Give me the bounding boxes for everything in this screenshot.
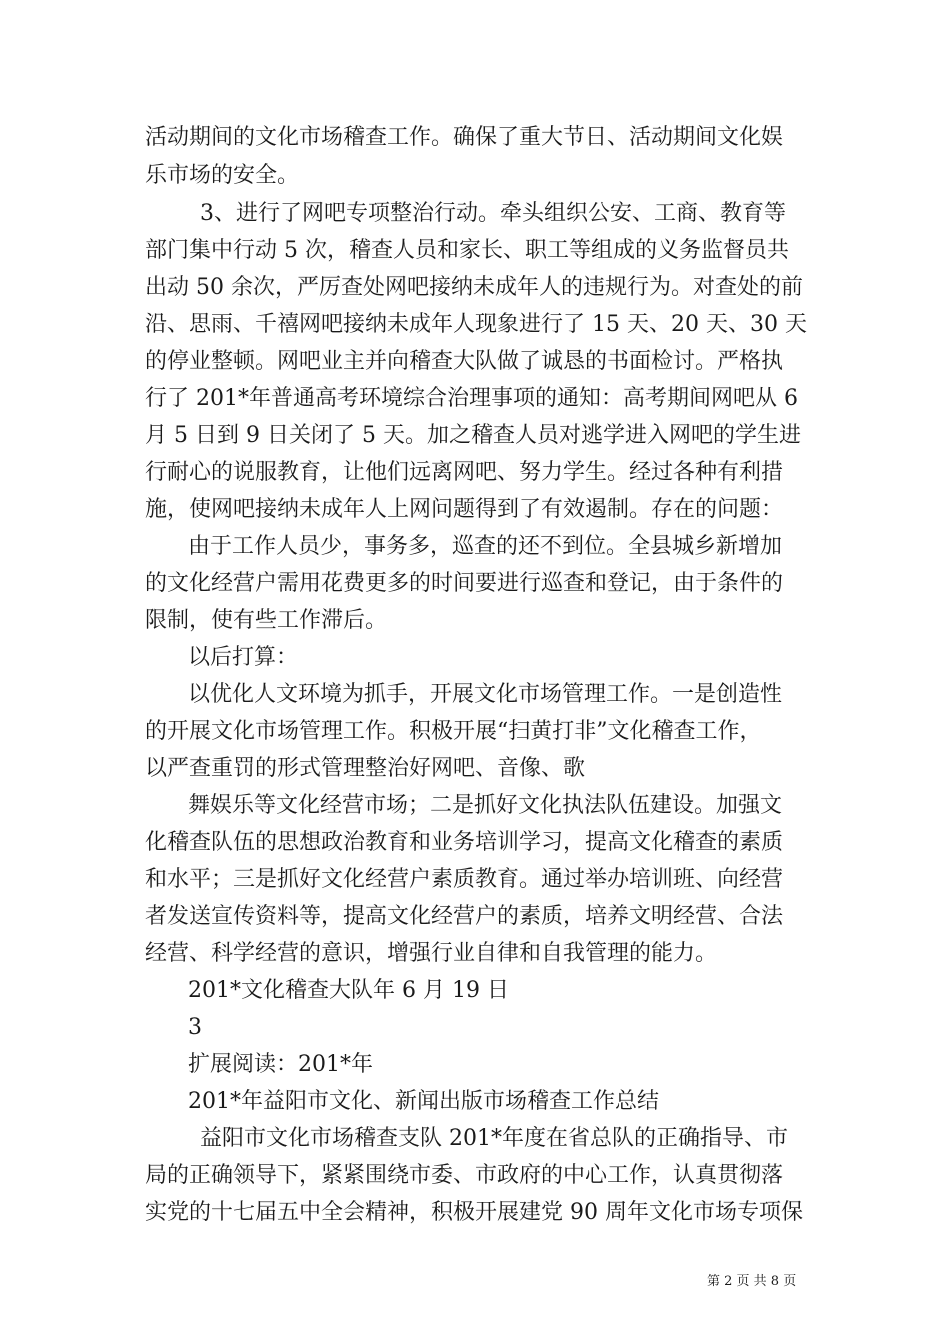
paragraph-line: 以优化人文环境为抓手，开展文化市场管理工作。一是创造性 <box>188 682 783 707</box>
paragraph-line: 的停业整顿。网吧业主并向稽查大队做了诚恳的书面检讨。严格执 <box>145 349 784 374</box>
paragraph-line: 行了 201*年普通高考环境综合治理事项的通知：高考期间网吧从 6 <box>145 386 798 411</box>
paragraph-line: 化稽查队伍的思想政治教育和业务培训学习，提高文化稽查的素质 <box>145 830 784 855</box>
paragraph-line: 者发送宣传资料等，提高文化经营户的素质，培养文明经营、合法 <box>145 904 784 929</box>
paragraph-line: 限制，使有些工作滞后。 <box>145 608 388 633</box>
paragraph-line: 的开展文化市场管理工作。积极开展“扫黄打非”文化稽查工作， <box>145 719 762 744</box>
paragraph-line: 部门集中行动 5 次，稽查人员和家长、职工等组成的义务监督员共 <box>145 238 789 263</box>
paragraph-line: 乐市场的安全。 <box>145 163 300 188</box>
page-number-inline: 3 <box>188 1015 202 1040</box>
paragraph-line: 局的正确领导下，紧紧围绕市委、市政府的中心工作，认真贯彻落 <box>145 1163 784 1188</box>
paragraph-line: 3、进行了网吧专项整治行动。牵头组织公安、工商、教育等 <box>200 201 786 226</box>
paragraph-line: 舞娱乐等文化经营市场；二是抓好文化执法队伍建设。加强文 <box>188 793 783 818</box>
paragraph-line: 沿、思雨、千禧网吧接纳未成年人现象进行了 15 天、20 天、30 天 <box>145 312 807 337</box>
extended-reading-label: 扩展阅读：201*年 <box>188 1052 373 1077</box>
section-heading: 以后打算： <box>188 645 299 670</box>
paragraph-line: 行耐心的说服教育，让他们远离网吧、努力学生。经过各种有利措 <box>145 460 784 485</box>
paragraph-line: 施，使网吧接纳未成年人上网问题得到了有效遏制。存在的问题： <box>145 497 784 522</box>
page-footer: 第 2 页 共 8 页 <box>707 1274 797 1289</box>
signature-date: 201*文化稽查大队年 6 月 19 日 <box>188 978 509 1003</box>
paragraph-line: 经营、科学经营的意识，增强行业自律和自我管理的能力。 <box>145 941 718 966</box>
paragraph-line: 出动 50 余次，严厉查处网吧接纳未成年人的违规行为。对查处的前 <box>145 275 803 300</box>
paragraph-line: 益阳市文化市场稽查支队 201*年度在省总队的正确指导、市 <box>200 1126 788 1151</box>
paragraph-line: 由于工作人员少，事务多，巡查的还不到位。全县城乡新增加 <box>188 534 783 559</box>
article-title: 201*年益阳市文化、新闻出版市场稽查工作总结 <box>188 1089 659 1114</box>
paragraph-line: 实党的十七届五中全会精神，积极开展建党 90 周年文化市场专项保 <box>145 1200 803 1225</box>
paragraph-line: 活动期间的文化市场稽查工作。确保了重大节日、活动期间文化娱 <box>145 125 784 150</box>
paragraph-line: 的文化经营户需用花费更多的时间要进行巡查和登记，由于条件的 <box>145 571 784 596</box>
paragraph-line: 月 5 日到 9 日关闭了 5 天。加之稽查人员对逃学进入网吧的学生进 <box>145 423 801 448</box>
paragraph-line: 以严查重罚的形式管理整治好网吧、音像、歌 <box>145 756 586 781</box>
paragraph-line: 和水平；三是抓好文化经营户素质教育。通过举办培训班、向经营 <box>145 867 784 892</box>
